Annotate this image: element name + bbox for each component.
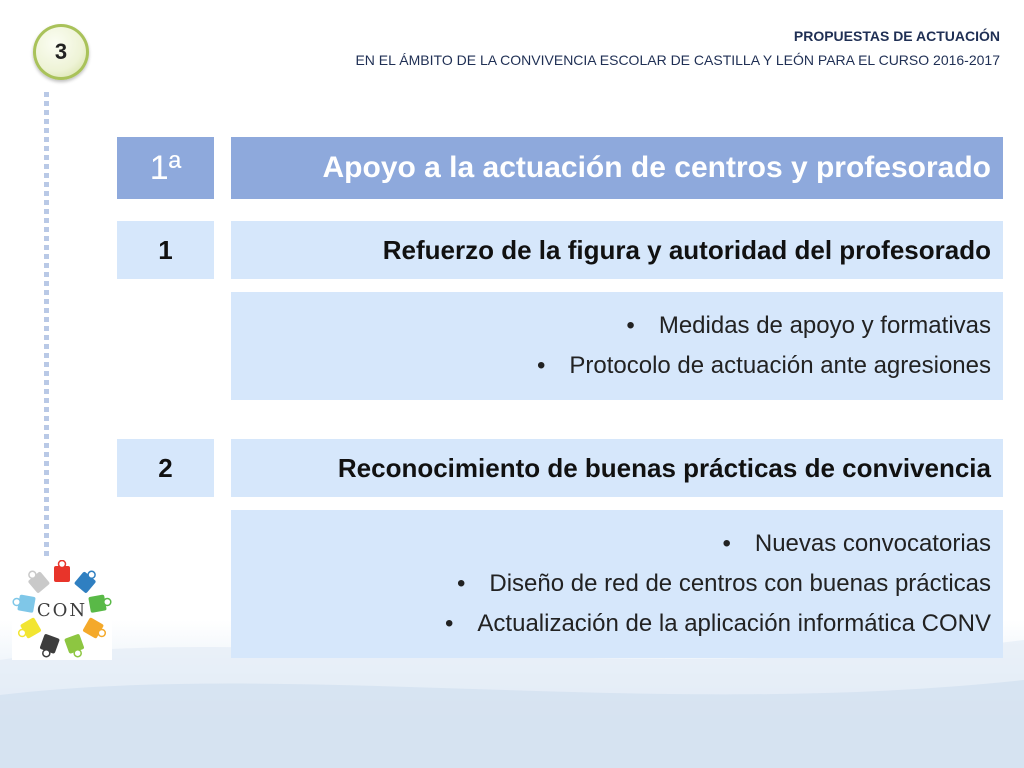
logo-piece-knob (59, 561, 66, 568)
con-logo (12, 560, 112, 660)
page-number: 3 (54, 39, 68, 64)
bullet-dot-icon: • (626, 312, 635, 339)
section-1-title-box (231, 221, 1003, 279)
page-number-badge (33, 24, 89, 80)
logo-piece-knob (19, 630, 26, 637)
logo-piece-knob (43, 650, 50, 657)
main-number-box (117, 137, 214, 199)
bullet-item: • Medidas de apoyo y formativas (626, 306, 991, 346)
bullet-item: • Actualización de la aplicación informática CONV (445, 604, 991, 644)
logo-piece-knob (88, 571, 95, 578)
section-1-bullet-list (231, 292, 1003, 400)
logo-piece-knob (98, 630, 105, 637)
logo-text: CON (36, 600, 88, 621)
section-2-number: 2 (158, 452, 173, 483)
main-title: Apoyo a la actuación de centros y profesorado (322, 151, 991, 184)
bullet-item: • Nuevas convocatorias (722, 524, 991, 564)
header-title: PROPUESTAS DE ACTUACIÓN (793, 28, 1000, 44)
section-1-number-box (117, 221, 214, 279)
section-2-title-box (231, 439, 1003, 497)
section-1-title: Refuerzo de la figura y autoridad del profesorado (382, 234, 991, 265)
section-2-number-box (117, 439, 214, 497)
section-2-bullet-list (231, 510, 1003, 658)
header-subtitle: EN EL ÁMBITO DE LA CONVIVENCIA ESCOLAR DE CASTILLA Y LEÓN PARA EL CURSO 2016-2017 (355, 52, 1000, 68)
bullet-dot-icon: • (722, 530, 731, 557)
logo-piece-knob (104, 599, 111, 606)
logo-piece-knob (74, 650, 81, 657)
section-2-title: Reconocimiento de buenas prácticas de convivencia (337, 452, 991, 483)
bullet-dot-icon: • (456, 570, 466, 597)
logo-piece-knob (13, 599, 20, 606)
bullet-item: • Diseño de red de centros con buenas prácticas (457, 564, 991, 604)
bullet-dot-icon: • (536, 352, 546, 379)
main-number: 1ª (149, 148, 182, 187)
main-title-box (231, 137, 1003, 199)
dotted-divider (44, 92, 49, 562)
section-1-number: 1 (158, 234, 173, 265)
bullet-dot-icon: • (445, 610, 454, 637)
bullet-item: • Protocolo de actuación ante agresiones (537, 346, 991, 386)
logo-piece-knob (29, 571, 36, 578)
logo-piece (54, 566, 70, 582)
